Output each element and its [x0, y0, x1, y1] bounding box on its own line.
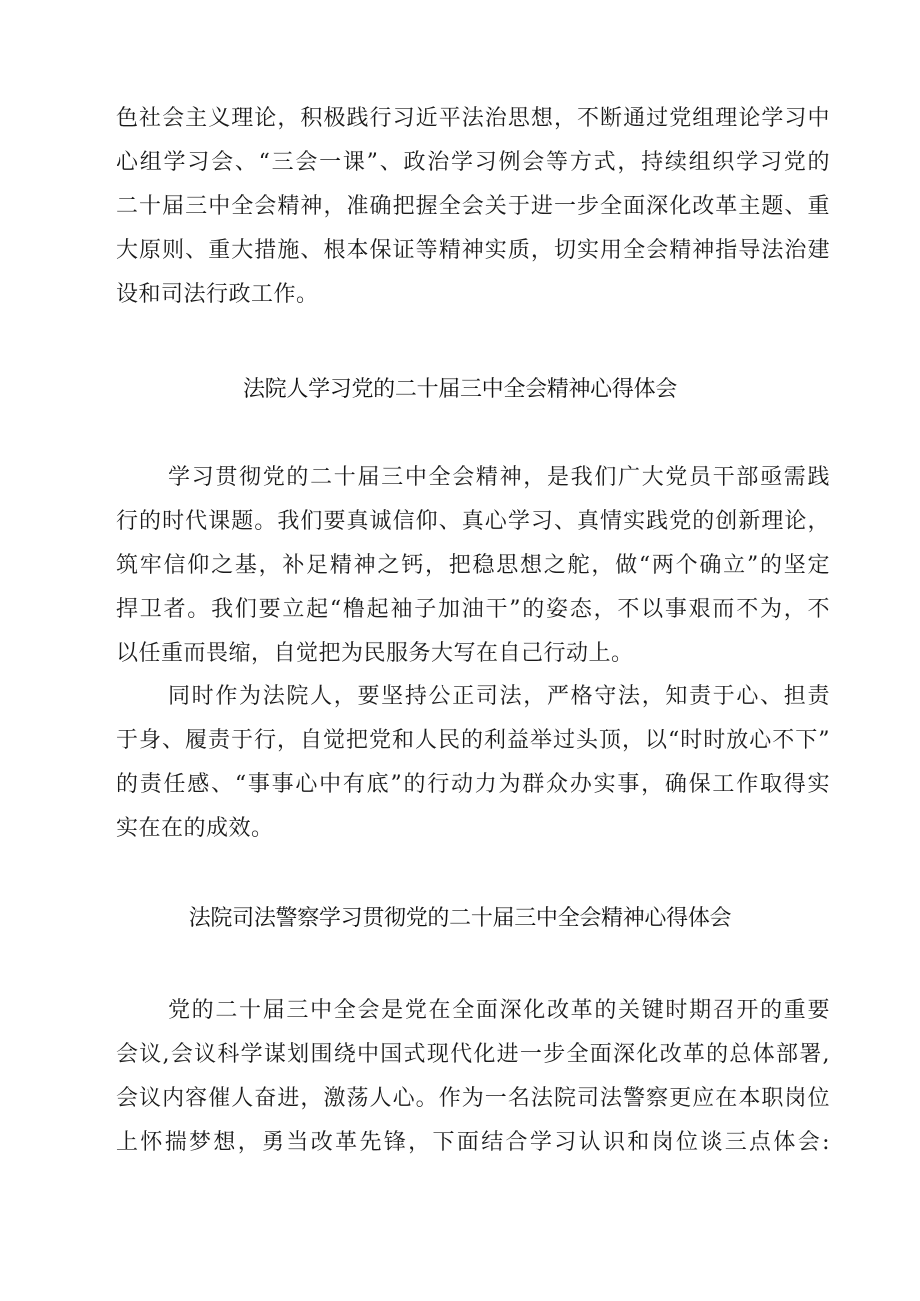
paragraph-line: 筑牢信仰之基，补足精神之钙，把稳思想之舵，做“两个确立”的坚定: [116, 553, 830, 578]
paragraph-line: 行的时代课题。我们要真诚信仰、真心学习、真情实践党的创新理论，: [116, 509, 830, 534]
paragraph-line: 的责任感、“事事心中有底”的行动力为群众办实事，确保工作取得实: [116, 772, 830, 797]
article-title: 法院人学习党的二十届三中全会精神心得体会: [242, 377, 677, 402]
paragraph-line: 设和司法行政工作。: [116, 282, 319, 307]
paragraph-line: 捍卫者。我们要立起“橹起袖子加油干”的姿态，不以事艰而不为，不: [116, 597, 830, 622]
paragraph-line: 党的二十届三中全会是党在全面深化改革的关键时期召开的重要: [168, 998, 830, 1023]
paragraph-line: 二十届三中全会精神，准确把握全会关于进一步全面深化改革主题、重: [116, 194, 830, 219]
paragraph-line: 心组学习会、“三会一课”、政治学习例会等方式，持续组织学习党的: [116, 150, 830, 175]
paragraph-line: 实在在的成效。: [116, 816, 274, 841]
paragraph-line: 同时作为法院人，要坚持公正司法，严格守法，知责于心、担责: [168, 684, 830, 709]
paragraph-line: 上怀揣梦想，勇当改革先锋，下面结合学习认识和岗位谈三点体会:: [116, 1130, 830, 1155]
article-title: 法院司法警察学习贯彻党的二十届三中全会精神心得体会: [188, 906, 732, 931]
paragraph-line: 色社会主义理论，积极践行习近平法治思想，不断通过党组理论学习中: [116, 106, 830, 131]
paragraph-line: 以任重而畏缩，自觉把为民服务大写在自己行动上。: [116, 641, 634, 666]
paragraph-line: 学习贯彻党的二十届三中全会精神，是我们广大党员干部亟需践: [168, 465, 830, 490]
paragraph-line: 于身、履责于行，自觉把党和人民的利益举过头顶，以“时时放心不下”: [116, 728, 830, 753]
paragraph-line: 大原则、重大措施、根本保证等精神实质，切实用全会精神指导法治建: [116, 238, 830, 263]
paragraph-line: 会议,会议科学谋划围绕中国式现代化进一步全面深化改革的总体部署,: [116, 1042, 830, 1067]
paragraph-line: 会议内容催人奋进，激荡人心。作为一名法院司法警察更应在本职岗位: [116, 1086, 830, 1111]
